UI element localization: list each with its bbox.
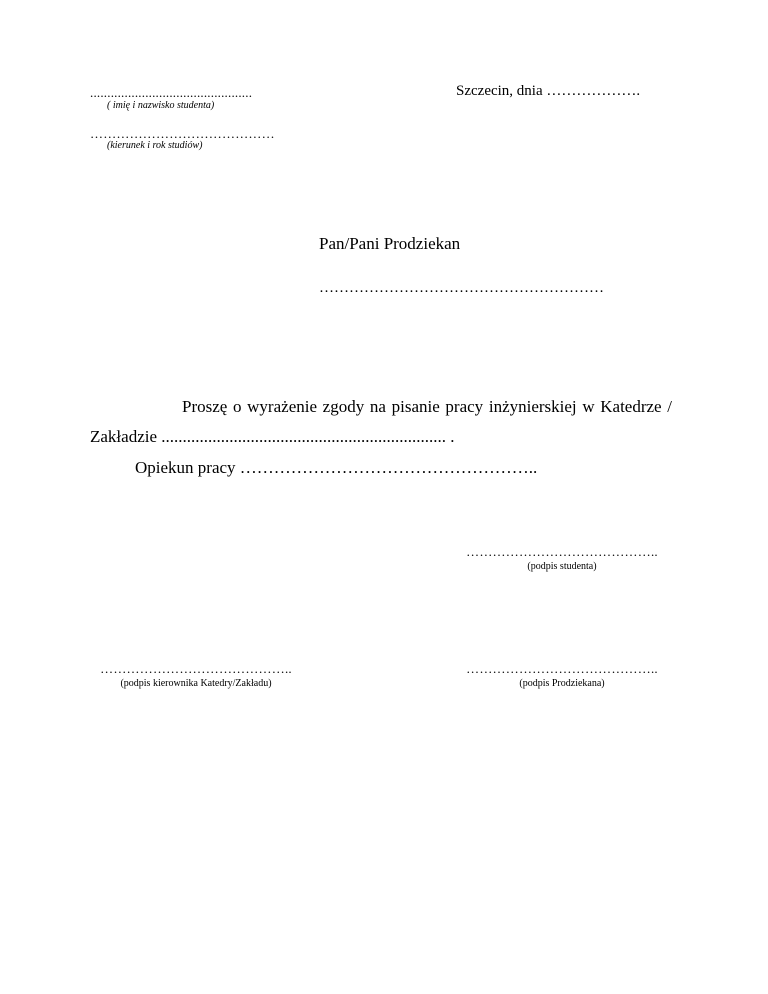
student-name-dots[interactable]: ............................................... [90,85,253,100]
head-signature-dots[interactable]: …………………………………….. [100,661,292,676]
head-signature-caption: (podpis kierownika Katedry/Zakładu) [120,678,272,689]
dean-signature-dots[interactable]: …………………………………….. [466,661,658,676]
addressee-title: Pan/Pani Prodziekan [319,234,461,253]
program-dots[interactable]: …………………………………… [90,126,275,141]
program-caption: (kierunek i rok studiów) [107,140,203,151]
student-signature-dots[interactable]: …………………………………….. [466,544,658,559]
dean-signature-block [456,662,668,689]
addressee-name-dots[interactable]: ………………………………………………… [319,280,604,296]
student-name-caption: ( imię i nazwisko studenta) [107,100,215,111]
place-date: Szczecin, dnia ………………. [456,83,641,99]
request-line-1: Proszę o wyrażenie zgody na pisanie pracy inżynierskiej w Katedrze / [182,397,672,416]
head-signature-block [90,662,302,689]
student-signature-block [456,545,668,572]
student-signature-caption: (podpis studenta) [527,561,597,572]
supervisor-line: Opiekun pracy …………………………………………….. [135,458,538,477]
request-line-2: Zakładzie ................................................................... . [90,427,455,446]
dean-signature-caption: (podpis Prodziekana) [519,678,605,689]
